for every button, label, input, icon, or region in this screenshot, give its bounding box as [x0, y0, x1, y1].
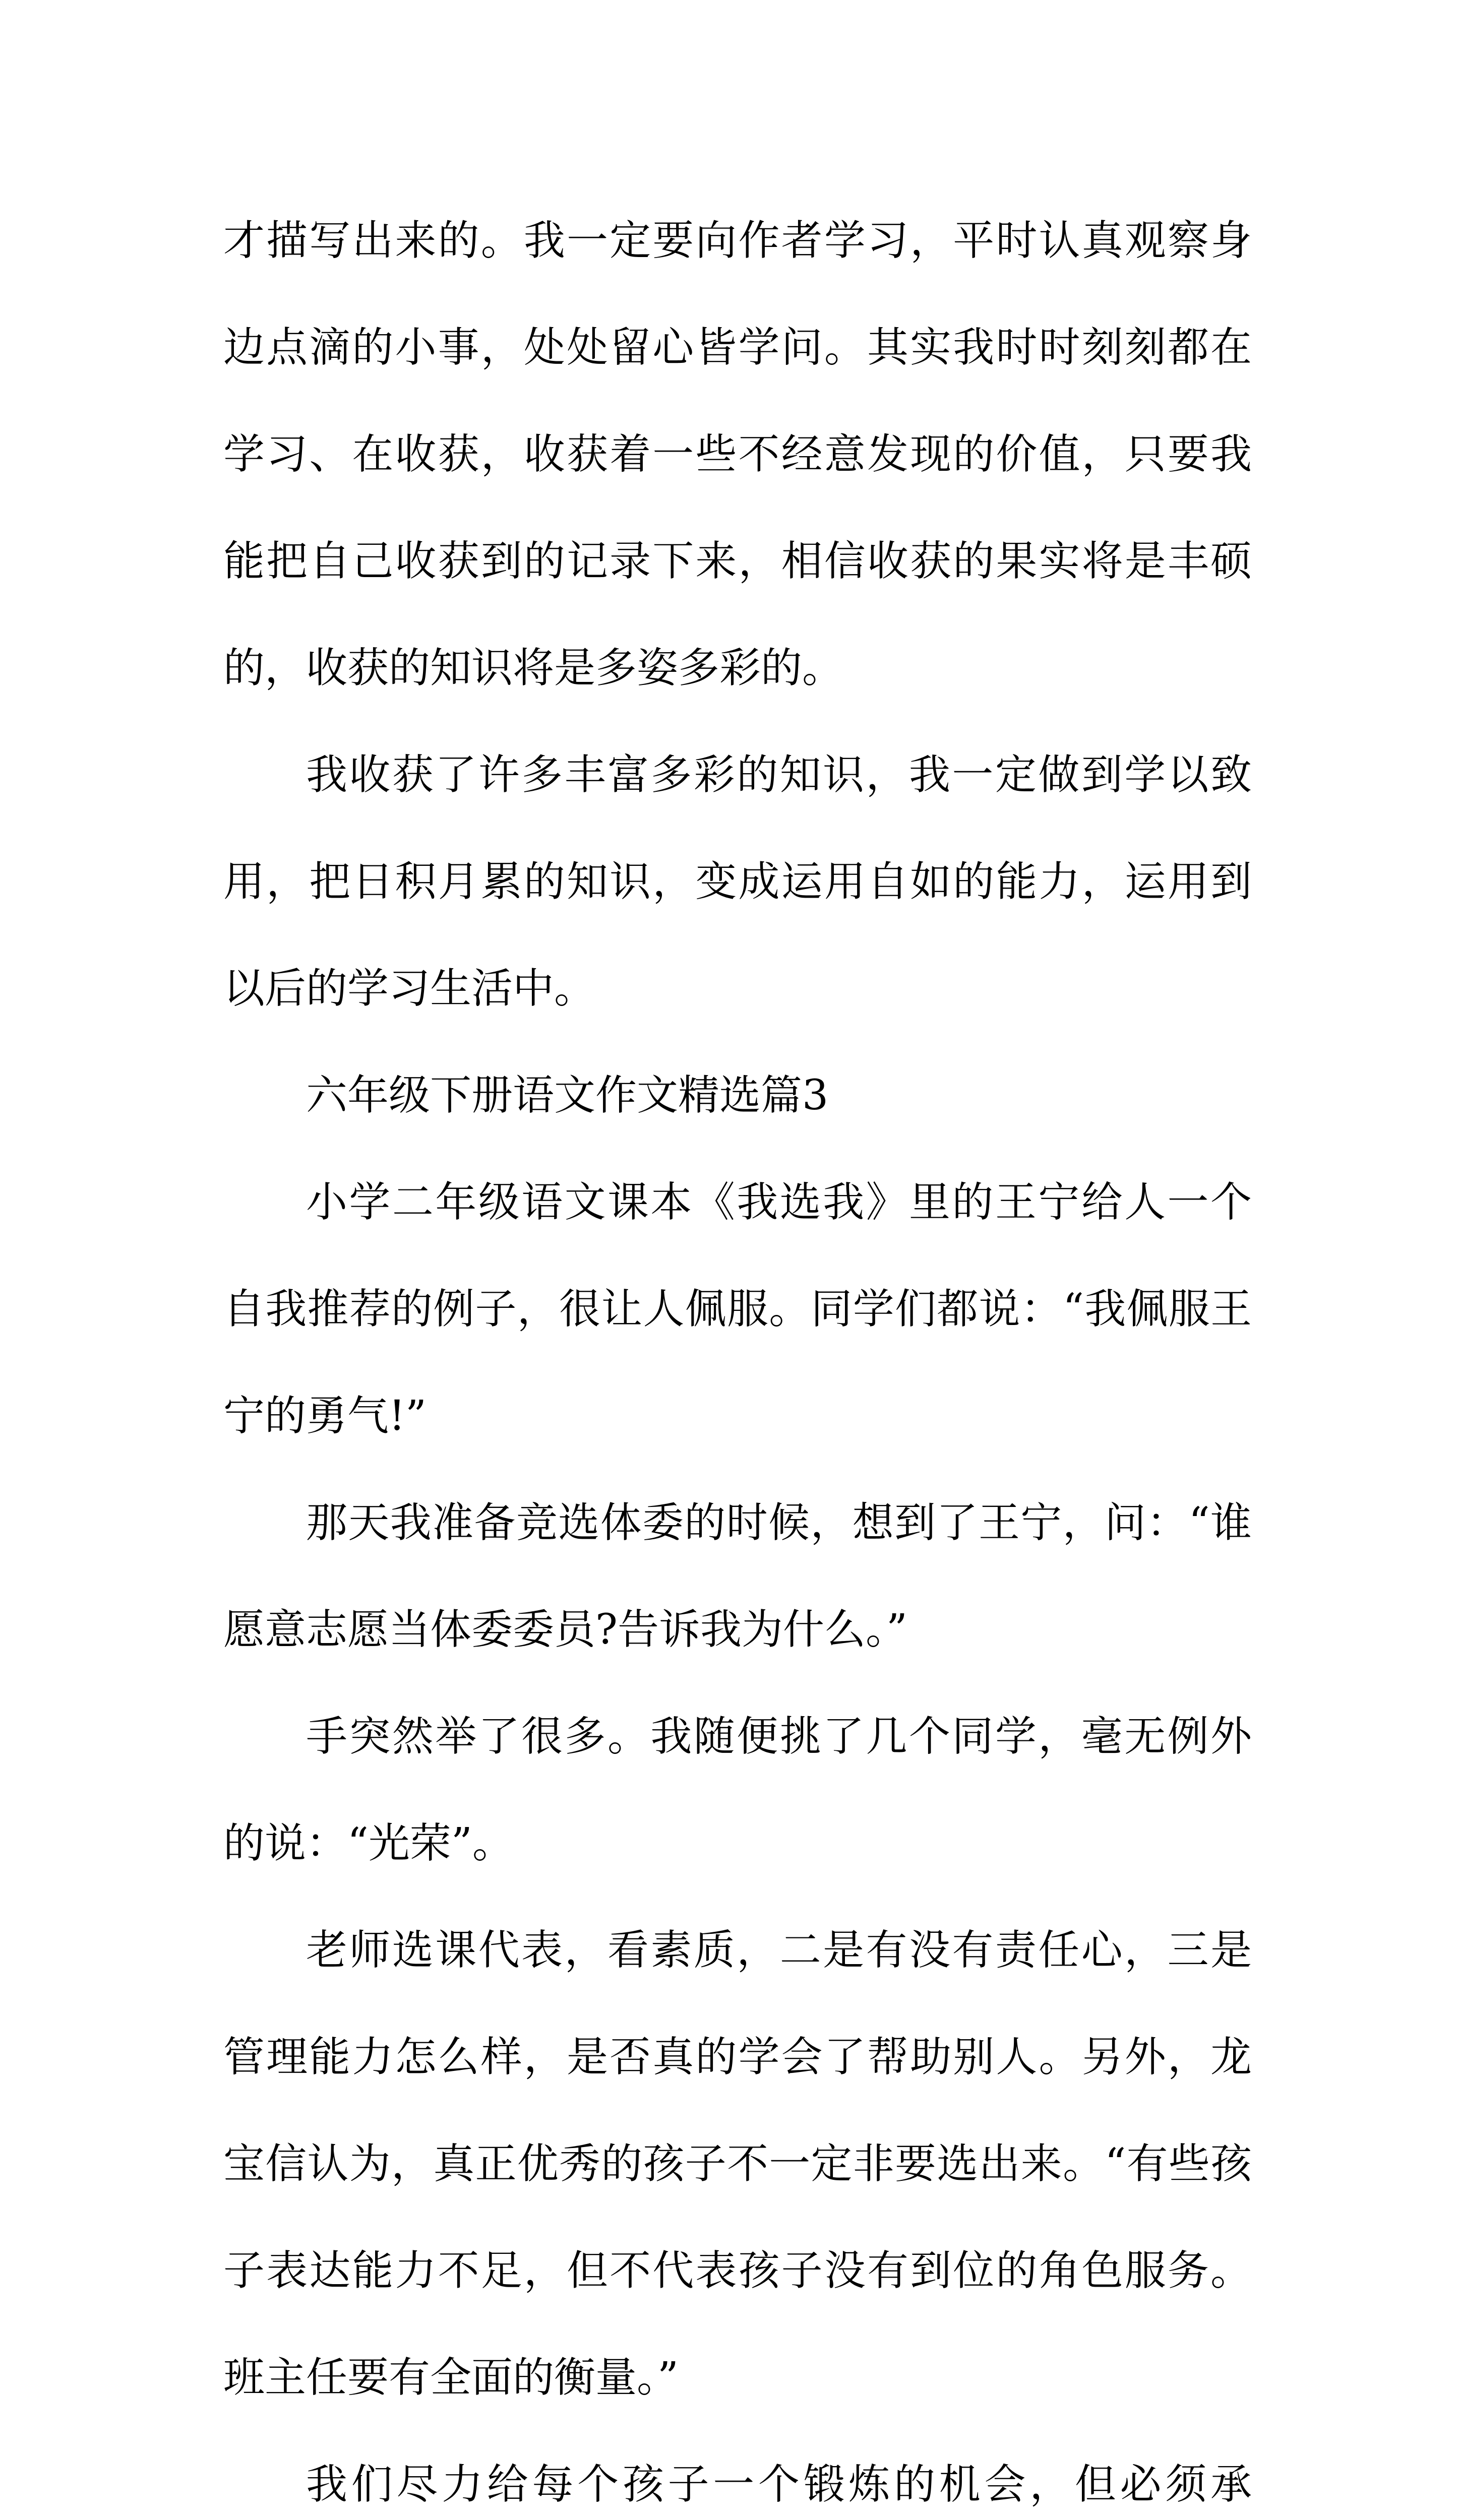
paragraph-5: 手突然举了很多。我随便挑了几个同学，毫无例外的说：“光荣”。	[223, 1713, 1252, 1867]
paragraph-7: 我们尽力给每个孩子一个锻炼的机会，但必须承	[306, 2461, 1252, 2508]
document-body	[223, 187, 1252, 2520]
paragraph-1: 才描写出来的。我一定要向作者学习，平时认真观察身边点滴的小事，处处留心皆学问。其实我时时刻刻都在学习、在收获，收获着一些不经意发现的价值，只要我能把自己收获到的记录下来，相信收获的果实将是丰硕的，收获的知识将是多姿多彩的。	[223, 217, 1252, 692]
paragraph-6: 老师选课代表，看素质，二是有没有责任心，三是管理能力怎么样，是否真的学会了帮助别人。另外，龙宝信认为，真正优秀的孩子不一定非要选出来。“有些孩子表达能力不足，但不代表孩子没有到位的角色服务。班主任要有全面的衡量。”	[223, 1926, 1252, 2402]
paragraph-3: 小学二年级语文课本《我选我》里的王宁给人一个自我推荐的例子，很让人佩服。同学们都说：“我佩服王宁的勇气!”	[223, 1178, 1252, 1440]
paragraph-2: 我收获了许多丰富多彩的知识，我一定做到学以致用，把日积月累的知识，变成运用自如的能力，运用到以后的学习生活中。	[223, 751, 1252, 1013]
paragraph-4: 那天我准备竞选体委的时候，想到了王宁，问：“谁愿意志愿当体委委员?告诉我为什么。”	[223, 1499, 1252, 1654]
section-heading: 六年级下册语文作文精选篇3	[306, 1072, 829, 1119]
